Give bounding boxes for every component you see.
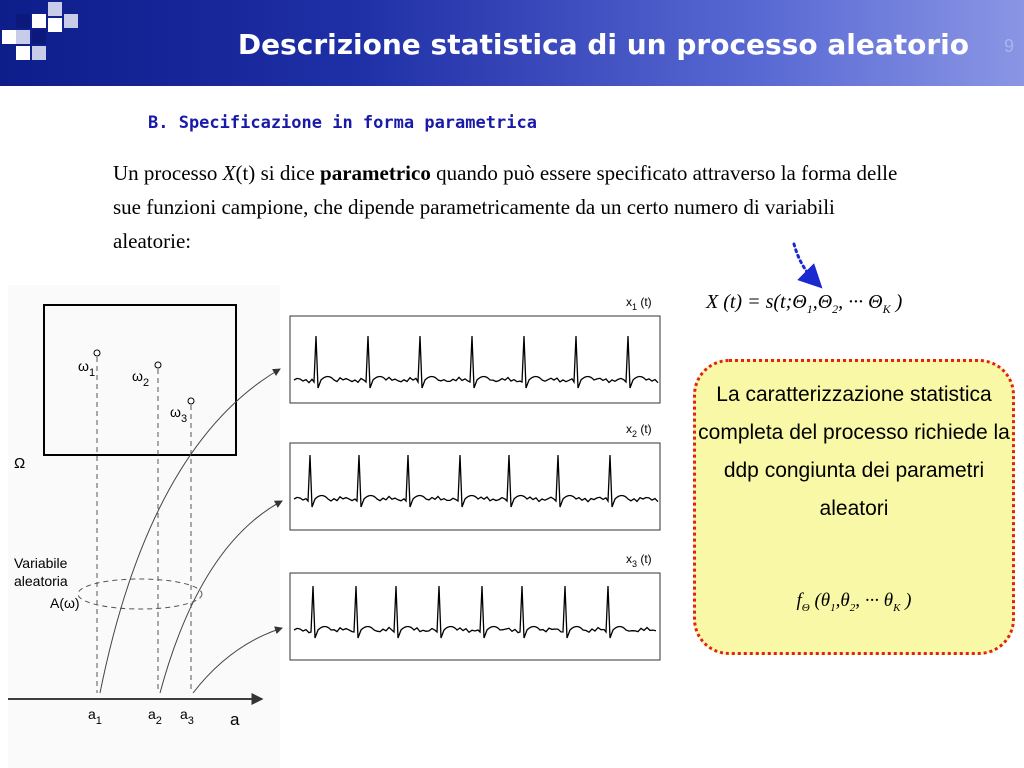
formula-sub: K [882, 302, 891, 316]
svg-text:x1 (t): $x_1$ (t) [626, 295, 652, 312]
omega-label-2: $\omega_2$ [132, 368, 150, 389]
body-text-part: si dice [255, 161, 321, 185]
section-subtitle: B. Specificazione in forma parametrica [148, 113, 537, 133]
trace-panel-1 [290, 295, 660, 403]
axis-value-a1: $a_1$ [88, 706, 102, 727]
formula-part: f [796, 590, 802, 611]
header-bar [0, 0, 1024, 86]
parametric-formula [706, 291, 902, 317]
slide-title: Descrizione statistica di un processo aleatorio [237, 28, 969, 61]
formula-sub: 1 [830, 601, 836, 614]
joint-pdf-formula [696, 590, 1012, 614]
formula-part: , ··· Θ [838, 291, 883, 313]
omega-label-1: $\omega_1$ [78, 358, 96, 379]
formula-sub: 1 [806, 302, 813, 316]
formula-part: ,Θ [812, 291, 833, 313]
axis-value-a2: $a_2$ [148, 706, 162, 727]
formula-sub: K [893, 601, 901, 614]
body-text-part: quando può essere specificato attraverso la forma delle sue funzioni campione, che dipende parametricamente da un certo numero di variabili aleatorie: [113, 161, 898, 253]
formula-part: X (t) = s(t;Θ [706, 291, 807, 313]
trace-panel-2 [290, 422, 660, 530]
process-symbol: X [222, 161, 236, 185]
process-figure [0, 285, 680, 768]
process-arg: (t) [235, 161, 256, 185]
formula-part: ,θ [835, 590, 850, 611]
bold-term: parametrico [320, 161, 431, 185]
svg-text:x3 (t): $x_3$ (t) [626, 552, 652, 569]
variable-label: Variabile aleatoria A(ω) [14, 555, 80, 611]
slide-number: 9 [1003, 36, 1014, 56]
omega-label-3: $\omega_3$ [170, 404, 188, 425]
dotted-arrow [780, 240, 830, 290]
formula-sub: Θ [801, 601, 810, 614]
body-text-part: Un processo [113, 161, 223, 185]
formula-part: (θ [809, 590, 831, 611]
omega-point-2 [155, 362, 161, 368]
callout-box [693, 359, 1015, 655]
sample-space-label: Ω [14, 455, 26, 472]
svg-text:x2 (t): $x_2$ (t) [626, 422, 652, 439]
formula-part: ) [900, 590, 912, 611]
callout-text: La caratterizzazione statistica completa del processo richiede la ddp congiunta dei parametri aleatori [698, 383, 1010, 520]
formula-sub: 2 [849, 601, 856, 614]
formula-part: ) [890, 291, 903, 313]
a-axis-label: a [230, 710, 240, 729]
formula-part: , ··· θ [855, 590, 894, 611]
axis-value-a3: $a_3$ [180, 706, 194, 727]
formula-sub: 2 [832, 302, 839, 316]
trace-panel-3 [290, 552, 660, 660]
figure-background [8, 285, 280, 768]
omega-point-1 [94, 350, 100, 356]
omega-point-3 [188, 398, 194, 404]
